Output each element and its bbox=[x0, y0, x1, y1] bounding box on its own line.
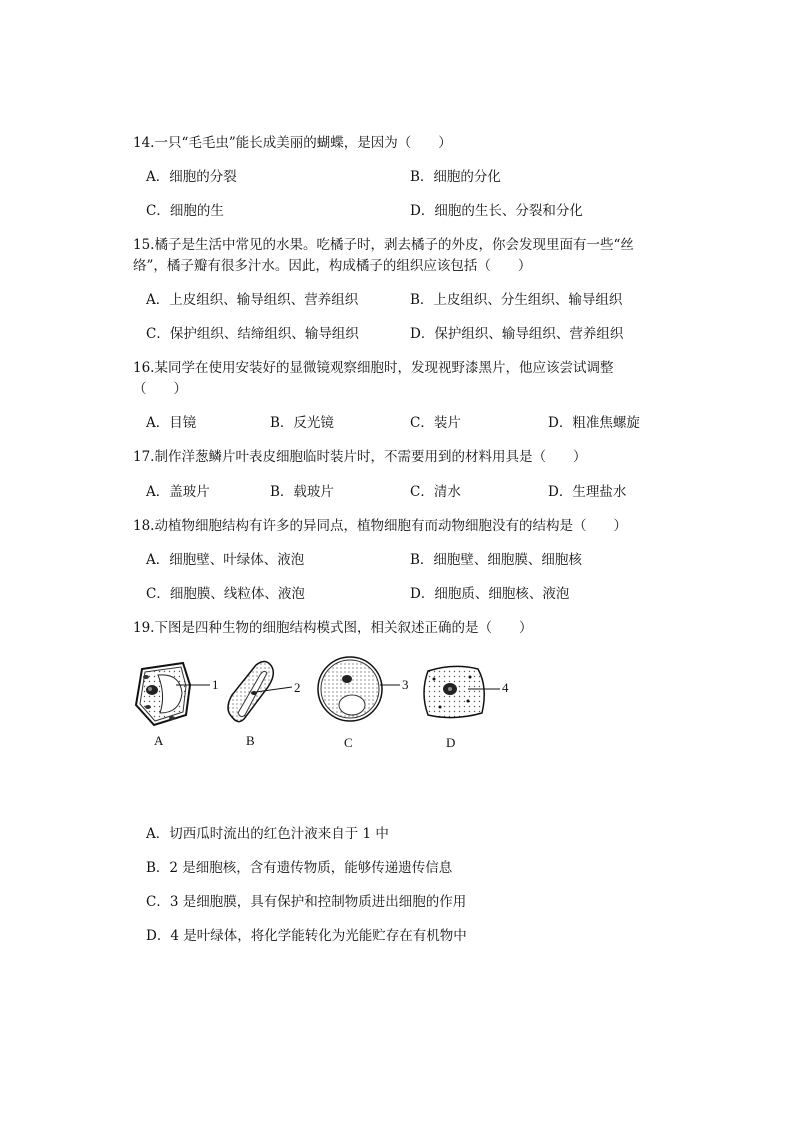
question-17-option-d: D．生理盐水 bbox=[548, 484, 627, 500]
pointer-number-2: 2 bbox=[294, 680, 301, 695]
question-14-option-b: B．细胞的分化 bbox=[410, 169, 501, 185]
question-16-option-c: C．装片 bbox=[410, 415, 461, 431]
question-16-option-d: D．粗准焦螺旋 bbox=[548, 415, 640, 431]
question-18-option-b: B．细胞壁、细胞膜、细胞核 bbox=[410, 552, 582, 568]
cell-b-icon bbox=[228, 661, 292, 721]
question-19-option-d: D．4 是叶绿体，将化学能转化为光能贮存在有机物中 bbox=[146, 928, 467, 944]
question-14-option-c: C．细胞的生 bbox=[146, 203, 224, 219]
question-18-option-c: C．细胞膜、线粒体、液泡 bbox=[146, 586, 305, 602]
cell-c-icon bbox=[318, 657, 400, 721]
question-17-option-a: A．盖玻片 bbox=[146, 484, 210, 500]
question-16-stem-line1: 16.某同学在使用安装好的显微镜观察细胞时，发现视野漆黑片，他应该尝试调整 bbox=[133, 360, 614, 376]
question-18-option-d: D．细胞质、细胞核、液泡 bbox=[410, 586, 570, 602]
cell-label-d: D bbox=[446, 735, 456, 750]
question-15-option-d: D．保护组织、输导组织、营养组织 bbox=[410, 326, 624, 342]
question-14-option-a: A．细胞的分裂 bbox=[146, 169, 237, 185]
question-16-stem-line2: （ ） bbox=[133, 381, 187, 397]
question-18-stem: 18.动植物细胞结构有许多的异同点，植物细胞有而动物细胞没有的结构是（ ） bbox=[133, 518, 627, 534]
question-15-option-b: B．上皮组织、分生组织、输导组织 bbox=[410, 292, 623, 308]
question-19-option-b: B．2 是细胞核，含有遗传物质，能够传递遗传信息 bbox=[146, 860, 453, 876]
question-15-option-c: C．保护组织、结缔组织、输导组织 bbox=[146, 326, 359, 342]
question-15-stem-line2: 络”，橘子瓣有很多汁水。因此，构成橘子的组织应该包括（ ） bbox=[133, 258, 532, 274]
animal-cell-d-icon bbox=[424, 666, 500, 717]
cell-label-c: C bbox=[344, 735, 353, 750]
cell-label-b: B bbox=[246, 733, 255, 748]
pointer-number-1: 1 bbox=[212, 677, 219, 692]
question-14-stem: 14.一只“毛毛虫”能长成美丽的蝴蝶，是因为（ ） bbox=[133, 135, 452, 151]
question-14-option-d: D．细胞的生长、分裂和分化 bbox=[410, 203, 583, 219]
question-17-option-c: C．清水 bbox=[410, 484, 461, 500]
question-18-option-a: A．细胞壁、叶绿体、液泡 bbox=[146, 552, 305, 568]
plant-cell-a-icon bbox=[136, 663, 210, 725]
cell-label-a: A bbox=[154, 733, 164, 748]
question-15-stem-line1: 15.橘子是生活中常见的水果。吃橘子时，剥去橘子的外皮，你会发现里面有一些“丝 bbox=[133, 237, 634, 253]
question-17-stem: 17.制作洋葱鳞片叶表皮细胞临时装片时，不需要用到的材料用具是（ ） bbox=[133, 449, 587, 465]
cell-diagrams-figure bbox=[128, 655, 528, 755]
question-19-stem: 19.下图是四种生物的细胞结构模式图，相关叙述正确的是（ ） bbox=[133, 620, 533, 636]
question-16-option-b: B．反光镜 bbox=[270, 415, 334, 431]
question-19-option-a: A．切西瓜时流出的红色汁液来自于 1 中 bbox=[146, 826, 389, 842]
question-16-option-a: A．目镜 bbox=[146, 415, 197, 431]
pointer-number-3: 3 bbox=[402, 677, 409, 692]
question-15-option-a: A．上皮组织、输导组织、营养组织 bbox=[146, 292, 359, 308]
pointer-number-4: 4 bbox=[502, 680, 509, 695]
question-17-option-b: B．载玻片 bbox=[270, 484, 334, 500]
question-19-option-c: C．3 是细胞膜，具有保护和控制物质进出细胞的作用 bbox=[146, 894, 467, 910]
